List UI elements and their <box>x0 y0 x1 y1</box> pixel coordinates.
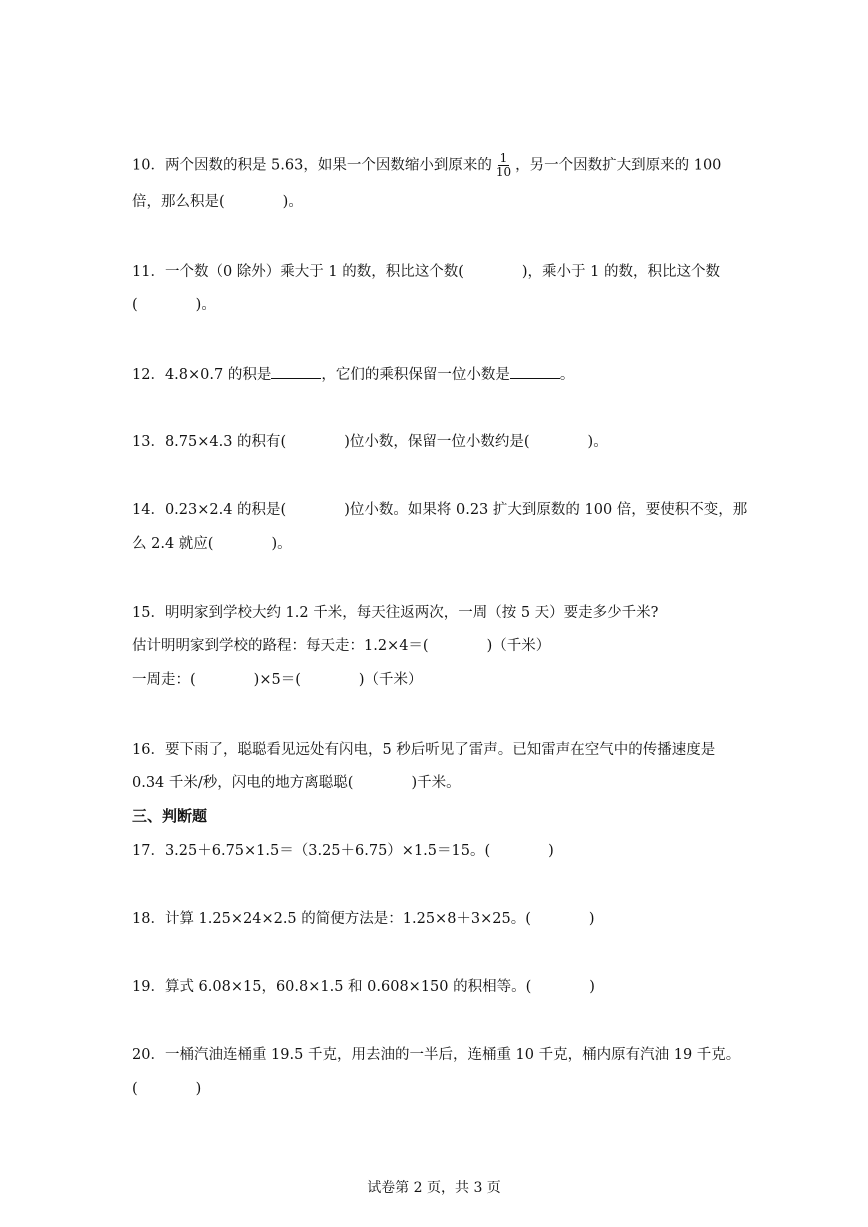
question-15-text-3b: )×5＝( <box>253 672 301 688</box>
question-14-text-2a: 么 2.4 就应( <box>132 536 214 552</box>
question-13-text-a: 13．8.75×4.3 的积有( <box>132 434 287 450</box>
question-13-text-c: )。 <box>587 434 608 450</box>
question-20-text-1: 20．一桶汽油连桶重 19.5 千克，用去油的一半后，连桶重 10 千克，桶内原有汽油 19 千克。 <box>132 1047 741 1063</box>
question-17-text-b: ) <box>548 843 554 859</box>
question-20-line-1 <box>132 1045 740 1065</box>
question-11-line-2 <box>132 295 216 315</box>
fraction-one-tenth <box>494 152 513 179</box>
answer-underline-12b[interactable] <box>510 364 560 379</box>
question-14-text-1b: )位小数。如果将 0.23 扩大到原数的 100 倍，要使积不变，那 <box>344 502 748 518</box>
question-18-text-b: ) <box>588 911 595 927</box>
question-17-text-a: 17．3.25＋6.75×1.5＝（3.25＋6.75）×1.5＝15。( <box>132 843 491 859</box>
question-14-text-2b: )。 <box>271 536 292 552</box>
question-19-text-a: 19．算式 6.08×15，60.8×1.5 和 0.608×150 的积相等。( <box>132 979 532 995</box>
question-15-line-3 <box>132 670 423 690</box>
question-16-text-2a: 0.34 千米/秒，闪电的地方离聪聪( <box>132 775 354 791</box>
question-20-line-2 <box>132 1079 201 1099</box>
section-heading-judgment: 三、判断题 <box>132 807 208 825</box>
question-14-text-1a: 14．0.23×2.4 的积是( <box>132 502 287 518</box>
answer-underline-12a[interactable] <box>271 364 321 379</box>
question-15-text-2b: )（千米） <box>486 638 551 654</box>
question-17 <box>132 841 554 861</box>
question-16-line-2 <box>132 773 461 793</box>
question-14-line-1 <box>132 500 747 520</box>
question-19-text-b: ) <box>589 979 595 995</box>
question-16-text-1: 16．要下雨了，聪聪看见远处有闪电，5 秒后听见了雷声。已知雷声在空气中的传播速度是 <box>132 742 716 758</box>
question-10-text-pre: 10．两个因数的积是 5.63，如果一个因数缩小到原来的 <box>132 157 492 174</box>
question-16-line-1 <box>132 740 715 760</box>
question-19 <box>132 977 595 997</box>
question-13-text-b: )位小数，保留一位小数约是( <box>344 434 530 450</box>
question-12-text-c: 。 <box>559 367 575 383</box>
question-10-text-2b: )。 <box>282 194 303 210</box>
question-12 <box>132 364 574 385</box>
question-10-line-1 <box>132 152 721 179</box>
question-12-text-a: 12．4.8×0.7 的积是 <box>132 367 272 383</box>
page-footer: 试卷第 2 页，共 3 页 <box>367 1180 501 1196</box>
fraction-denominator: 10 <box>495 165 512 179</box>
question-13 <box>132 432 608 452</box>
question-11-line-1 <box>132 262 720 282</box>
question-18 <box>132 909 595 929</box>
question-15-text-3a: 一周走：( <box>132 672 196 688</box>
question-15-text-3c: )（千米） <box>358 672 423 688</box>
question-15-text-1: 15．明明家到学校大约 1.2 千米，每天往返两次，一周（按 5 天）要走多少千米? <box>132 605 659 621</box>
fraction-numerator: 1 <box>499 151 508 165</box>
question-16-text-2b: )千米。 <box>411 775 461 791</box>
question-10-line-2 <box>132 192 303 212</box>
question-15-line-2 <box>132 636 550 656</box>
question-11-text-2a: ( <box>132 297 138 313</box>
question-15-line-1 <box>132 603 658 623</box>
question-20-text-2b: ) <box>195 1081 202 1097</box>
question-12-text-b: ，它们的乘积保留一位小数是 <box>321 367 510 383</box>
question-20-text-2a: ( <box>132 1081 138 1097</box>
question-11-text-1a: 11．一个数（0 除外）乘大于 1 的数，积比这个数( <box>132 264 464 280</box>
question-10-text-2a: 倍，那么积是( <box>132 194 225 210</box>
question-14-line-2 <box>132 534 292 554</box>
question-10-text-post: ，另一个因数扩大到原来的 100 <box>515 157 722 174</box>
question-18-text-a: 18．计算 1.25×24×2.5 的简便方法是：1.25×8＋3×25。( <box>132 911 531 927</box>
question-11-text-1b: )，乘小于 1 的数，积比这个数 <box>521 264 720 280</box>
question-11-text-2b: )。 <box>195 297 216 313</box>
question-15-text-2a: 估计明明家到学校的路程：每天走：1.2×4＝( <box>132 638 429 654</box>
